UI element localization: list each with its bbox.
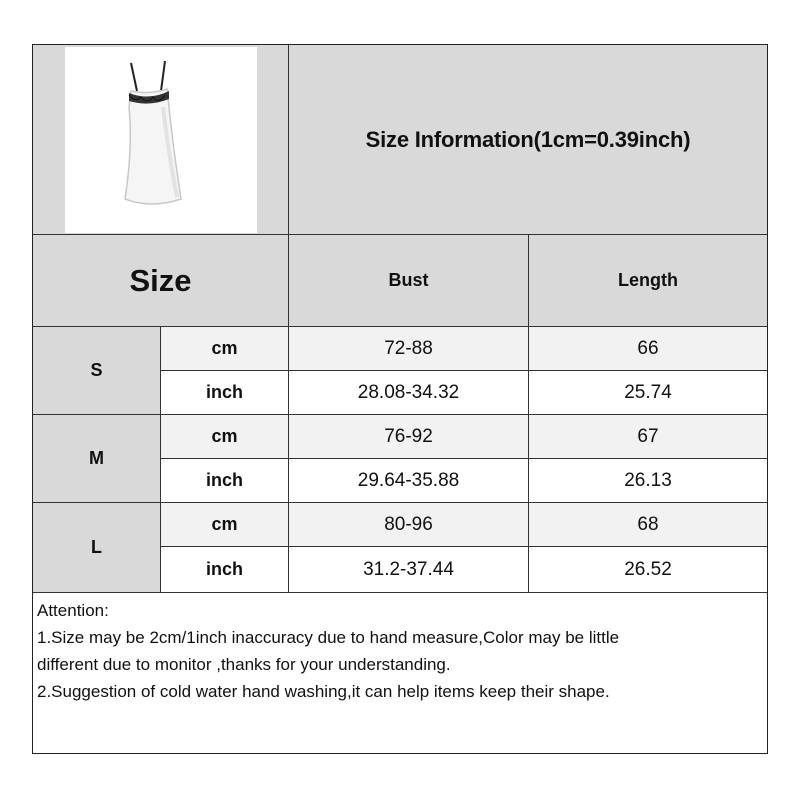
bust-value-cell [289,503,529,547]
unit-label: cm [211,426,238,446]
size-s-cell [33,327,161,415]
size-header-cell [33,235,289,327]
table-row [161,371,289,415]
bust-value-cell [289,371,529,415]
unit-label: cm [211,514,238,534]
bust-value: 31.2-37.44 [363,558,454,580]
length-value-cell [529,327,767,371]
unit-label: inch [205,559,243,579]
product-image [65,47,257,233]
bust-value-cell [289,547,529,593]
notes-heading: Attention: [37,601,109,620]
unit-label: cm [211,338,238,358]
bust-value: 80-96 [384,513,433,535]
length-value: 66 [637,337,659,359]
unit-label: inch [205,382,243,402]
size-m-cell [33,415,161,503]
bust-header-cell [289,235,529,327]
notes-line: 2.Suggestion of cold water hand washing,it can help items keep their shape. [37,682,610,701]
table-row [161,327,289,371]
length-value: 25.74 [624,381,672,403]
bust-value-cell [289,327,529,371]
bust-value-cell [289,459,529,503]
table-row [161,547,289,593]
length-header: Length [618,270,678,290]
bust-value-cell [289,415,529,459]
table-row [161,503,289,547]
size-label: L [91,537,102,557]
bust-header: Bust [388,270,429,290]
table-row [161,459,289,503]
bust-value: 29.64-35.88 [357,469,460,491]
bust-value: 72-88 [384,337,433,359]
length-value-cell [529,503,767,547]
size-chart [32,44,768,754]
bust-value: 76-92 [384,425,433,447]
length-value-cell [529,415,767,459]
length-value-cell [529,459,767,503]
notes-line: different due to monitor ,thanks for your understanding. [37,655,451,674]
product-image-cell [33,45,289,235]
length-value-cell [529,371,767,415]
length-header-cell [529,235,767,327]
page-title: Size Information(1cm=0.39inch) [365,126,691,152]
notes-line: 1.Size may be 2cm/1inch inaccuracy due to hand measure,Color may be little [37,628,620,647]
bust-value: 28.08-34.32 [357,381,460,403]
length-value: 67 [637,425,659,447]
length-value: 26.13 [624,469,672,491]
length-value: 68 [637,513,659,535]
dress-icon [65,47,257,233]
size-label: M [89,448,104,468]
title-cell [289,45,767,235]
size-header: Size [129,262,192,298]
length-value: 26.52 [624,558,672,580]
size-label: S [90,360,103,380]
table-row [161,415,289,459]
unit-label: inch [205,470,243,490]
size-l-cell [33,503,161,593]
length-value-cell [529,547,767,593]
attention-notes [33,593,767,753]
